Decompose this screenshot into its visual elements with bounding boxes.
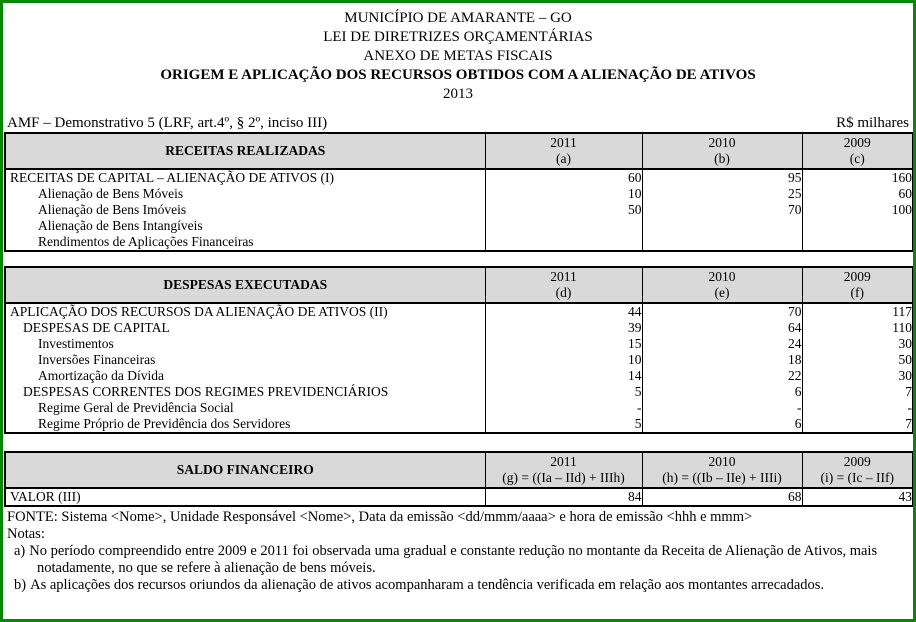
- row-value-2011: 10: [485, 186, 642, 202]
- row-label: VALOR (III): [5, 488, 485, 506]
- column-year: 2010: [708, 454, 736, 469]
- row-label: APLICAÇÃO DOS RECURSOS DA ALIENAÇÃO DE ATIVOS (II): [5, 303, 485, 320]
- saldo-financeiro-table: [4, 451, 912, 507]
- row-value-2010: 6: [642, 416, 802, 433]
- despesas-executadas-grid: [4, 266, 914, 434]
- row-value-2009: 50: [802, 352, 913, 368]
- row-value-2011: -: [485, 400, 642, 416]
- row-label: Alienação de Bens Intangíveis: [5, 218, 485, 234]
- row-value-2009: [802, 218, 913, 234]
- row-label: Rendimentos de Aplicações Financeiras: [5, 234, 485, 251]
- row-value-2011: 60: [485, 169, 642, 186]
- column-header-2010: [642, 452, 802, 488]
- row-value-2010: 24: [642, 336, 802, 352]
- table-title: SALDO FINANCEIRO: [5, 452, 485, 488]
- table-row: [5, 384, 913, 400]
- note-b-marker: b): [14, 577, 27, 593]
- title-anexo: ANEXO DE METAS FISCAIS: [363, 48, 553, 64]
- header-row: [5, 267, 913, 303]
- row-label: Amortização da Dívida: [5, 368, 485, 384]
- column-key: (g) = ((Ia – IId) + IIIh): [502, 470, 625, 485]
- row-label: DESPESAS DE CAPITAL: [5, 320, 485, 336]
- column-year: 2011: [550, 269, 577, 284]
- table-row: [5, 416, 913, 433]
- fonte-line: FONTE: Sistema <Nome>, Unidade Responsável <Nome>, Data da emissão <dd/mmm/aaaa> e hora de emissão <hhh e mmm>: [7, 509, 753, 525]
- receitas-realizadas-table: [4, 132, 912, 252]
- column-header-2010: [642, 267, 802, 303]
- header-row: [5, 133, 913, 169]
- row-value-2010: 95: [642, 169, 802, 186]
- table-gap: [4, 434, 912, 451]
- title-lei: LEI DE DIRETRIZES ORÇAMENTÁRIAS: [323, 29, 593, 45]
- table-title: DESPESAS EXECUTADAS: [5, 267, 485, 303]
- row-value-2011: 44: [485, 303, 642, 320]
- row-value-2010: 70: [642, 202, 802, 218]
- row-value-2010: 64: [642, 320, 802, 336]
- row-value-2010: 22: [642, 368, 802, 384]
- receitas-realizadas-grid: [4, 132, 914, 252]
- table-row: [5, 368, 913, 384]
- despesas-executadas-table: [4, 266, 912, 434]
- column-key: (d): [555, 285, 572, 300]
- row-value-2009: 100: [802, 202, 913, 218]
- note-b-text: As aplicações dos recursos oriundos da alienação de ativos acompanharam a tendência verificada em relação aos montantes arrecadados.: [30, 577, 825, 593]
- column-year: 2010: [708, 269, 736, 284]
- table-row: [5, 218, 913, 234]
- row-value-2009: 60: [802, 186, 913, 202]
- note-a: [7, 543, 909, 577]
- column-year: 2010: [708, 135, 736, 150]
- column-header-2011: [485, 452, 642, 488]
- row-value-2010: 18: [642, 352, 802, 368]
- row-value-2010: 6: [642, 384, 802, 400]
- row-value-2011: 15: [485, 336, 642, 352]
- row-value-2011: 50: [485, 202, 642, 218]
- title-demonstrativo: ORIGEM E APLICAÇÃO DOS RECURSOS OBTIDOS COM A ALIENAÇÃO DE ATIVOS: [160, 67, 756, 83]
- table-row: [5, 320, 913, 336]
- row-value-2011: 39: [485, 320, 642, 336]
- column-key: (h) = ((Ib – IIe) + IIIi): [662, 470, 782, 485]
- row-label: Inversões Financeiras: [5, 352, 485, 368]
- row-label: Regime Próprio de Previdência dos Servidores: [5, 416, 485, 433]
- table-gap: [4, 252, 912, 266]
- row-value-2011: 5: [485, 384, 642, 400]
- amf-demonstrativo-label: AMF – Demonstrativo 5 (LRF, art.4º, § 2º, inciso III): [7, 115, 328, 131]
- table-row: [5, 169, 913, 186]
- note-b: [7, 577, 909, 594]
- row-value-2010: 25: [642, 186, 802, 202]
- title-municipio: MUNICÍPIO DE AMARANTE – GO: [344, 10, 572, 26]
- column-header-2009: [802, 267, 913, 303]
- row-value-2011: 5: [485, 416, 642, 433]
- document-title-block: [3, 3, 913, 104]
- row-value-2011: 14: [485, 368, 642, 384]
- note-a-marker: a): [14, 543, 26, 559]
- row-value-2009: 7: [802, 416, 913, 433]
- row-value-2009: -: [802, 400, 913, 416]
- row-label: DESPESAS CORRENTES DOS REGIMES PREVIDENCIÁRIOS: [5, 384, 485, 400]
- row-value-2011: 10: [485, 352, 642, 368]
- row-value-2011: [485, 234, 642, 251]
- table-row: [5, 303, 913, 320]
- column-year: 2009: [843, 269, 871, 284]
- row-label: Investimentos: [5, 336, 485, 352]
- column-year: 2011: [550, 135, 577, 150]
- row-label: Regime Geral de Previdência Social: [5, 400, 485, 416]
- row-value-2010: 68: [642, 488, 802, 506]
- header-row: [5, 452, 913, 488]
- row-value-2009: 117: [802, 303, 913, 320]
- table-row: [5, 186, 913, 202]
- row-value-2010: -: [642, 400, 802, 416]
- column-key: (e): [714, 285, 730, 300]
- column-key: (a): [556, 151, 571, 166]
- row-label: RECEITAS DE CAPITAL – ALIENAÇÃO DE ATIVOS (I): [5, 169, 485, 186]
- title-year: 2013: [443, 86, 473, 102]
- row-value-2009: 110: [802, 320, 913, 336]
- tables-area: [4, 132, 912, 507]
- row-value-2009: 30: [802, 336, 913, 352]
- column-year: 2011: [550, 454, 577, 469]
- table-row: [5, 234, 913, 251]
- column-header-2011: [485, 267, 642, 303]
- column-header-2011: [485, 133, 642, 169]
- column-key: (c): [849, 151, 865, 166]
- column-key: (f): [850, 285, 864, 300]
- row-value-2009: 30: [802, 368, 913, 384]
- column-header-2009: [802, 133, 913, 169]
- column-key: (b): [714, 151, 730, 166]
- row-value-2009: 7: [802, 384, 913, 400]
- column-key: (i) = (Ic – IIf): [820, 470, 895, 485]
- currency-unit-label: R$ milhares: [836, 115, 909, 131]
- row-value-2009: 160: [802, 169, 913, 186]
- column-header-2009: [802, 452, 913, 488]
- column-year: 2009: [843, 454, 871, 469]
- row-label: Alienação de Bens Móveis: [5, 186, 485, 202]
- note-a-text: No período compreendido entre 2009 e 2011 foi observada uma gradual e constante redução no montante da Receita de Alienação de Ativos, mais notadamente, no que se refere à alienação de bens móveis.: [29, 543, 878, 576]
- table-title: RECEITAS REALIZADAS: [5, 133, 485, 169]
- subheader-row: [4, 114, 912, 132]
- row-value-2009: [802, 234, 913, 251]
- table-row: [5, 336, 913, 352]
- row-value-2010: [642, 218, 802, 234]
- table-row: [5, 202, 913, 218]
- row-value-2009: 43: [802, 488, 913, 506]
- row-value-2010: [642, 234, 802, 251]
- saldo-financeiro-grid: [4, 451, 914, 507]
- row-value-2011: [485, 218, 642, 234]
- row-label: Alienação de Bens Imóveis: [5, 202, 485, 218]
- notas-label: Notas:: [7, 526, 45, 542]
- row-value-2010: 70: [642, 303, 802, 320]
- column-header-2010: [642, 133, 802, 169]
- column-year: 2009: [843, 135, 871, 150]
- table-row: [5, 488, 913, 506]
- row-value-2011: 84: [485, 488, 642, 506]
- footer-notes-block: [4, 509, 912, 594]
- table-row: [5, 400, 913, 416]
- table-row: [5, 352, 913, 368]
